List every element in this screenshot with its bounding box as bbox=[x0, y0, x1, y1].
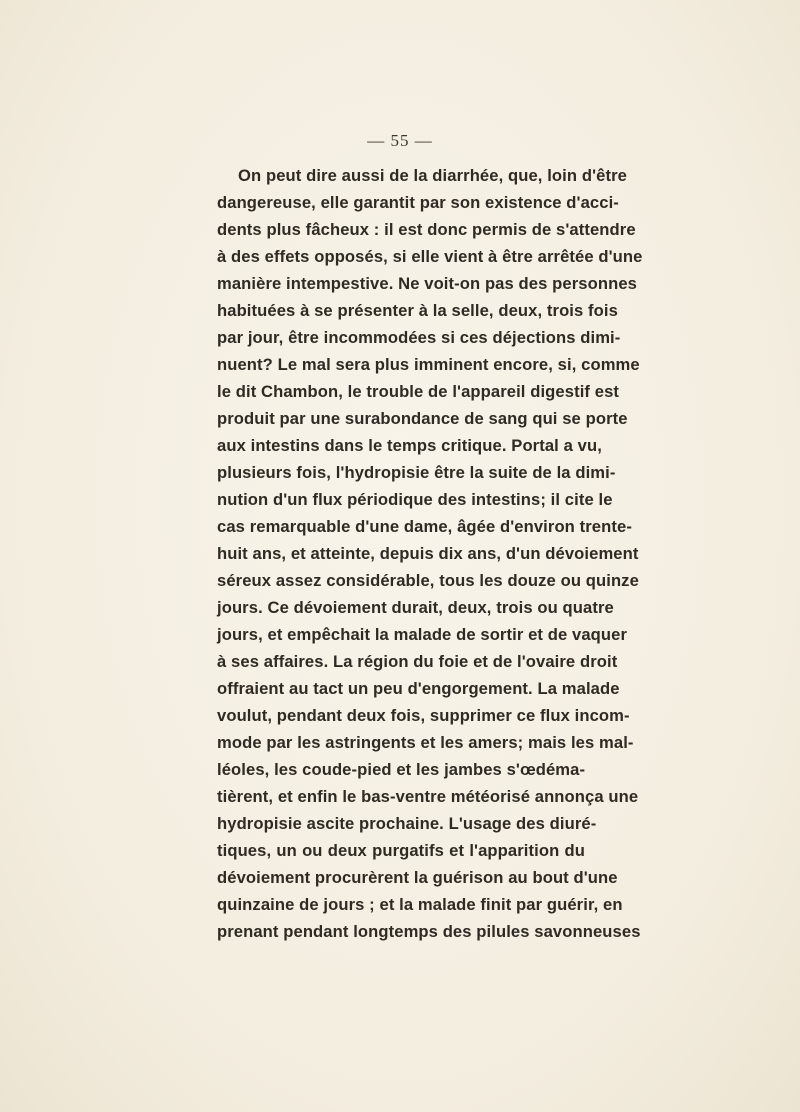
text-line: nution d'un flux périodique des intestins; il cite le bbox=[217, 490, 613, 509]
text-line: à ses affaires. La région du foie et de l'ovaire droit bbox=[217, 652, 618, 671]
text-line: dents plus fâcheux : il est donc permis de s'attendre bbox=[217, 220, 636, 239]
text-line: huit ans, et atteinte, depuis dix ans, d'un dévoiement bbox=[217, 544, 639, 563]
body-text bbox=[217, 162, 643, 945]
text-line: habituées à se présenter à la selle, deux, trois fois bbox=[217, 301, 618, 320]
text-line: cas remarquable d'une dame, âgée d'environ trente- bbox=[217, 517, 632, 536]
text-line: dévoiement procurèrent la guérison au bout d'une bbox=[217, 868, 618, 887]
text-line: quinzaine de jours ; et la malade finit par guérir, en bbox=[217, 895, 623, 914]
text-line: mode par les astringents et les amers; mais les mal- bbox=[217, 733, 634, 752]
text-line: offraient au tact un peu d'engorgement. La malade bbox=[217, 679, 620, 698]
page-number: — 55 — bbox=[367, 131, 433, 150]
text-line: le dit Chambon, le trouble de l'appareil digestif est bbox=[217, 382, 620, 401]
text-line: manière intempestive. Ne voit-on pas des personnes bbox=[217, 274, 637, 293]
text-line: jours, et empêchait la malade de sortir et de vaquer bbox=[217, 625, 628, 644]
text-line: produit par une surabondance de sang qui se porte bbox=[217, 409, 628, 428]
text-line: On peut dire aussi de la diarrhée, que, loin d'être bbox=[238, 166, 627, 185]
text-line: prenant pendant longtemps des pilules savonneuses bbox=[217, 922, 641, 941]
text-line: voulut, pendant deux fois, supprimer ce flux incom- bbox=[217, 706, 630, 725]
text-line: nuent? Le mal sera plus imminent encore, si, comme bbox=[217, 355, 640, 374]
text-line: dangereuse, elle garantit par son existence d'acci- bbox=[217, 193, 619, 212]
text-line: séreux assez considérable, tous les douze ou quinze bbox=[217, 571, 639, 590]
text-line: à des effets opposés, si elle vient à être arrêtée d'une bbox=[217, 247, 643, 266]
text-line: jours. Ce dévoiement durait, deux, trois ou quatre bbox=[217, 598, 614, 617]
text-line: plusieurs fois, l'hydropisie être la suite de la dimi- bbox=[217, 463, 616, 482]
text-line: tiques, un ou deux purgatifs et l'apparition du bbox=[217, 841, 585, 860]
text-line: aux intestins dans le temps critique. Portal a vu, bbox=[217, 436, 602, 455]
text-line: par jour, être incommodées si ces déjections dimi- bbox=[217, 328, 621, 347]
text-line: léoles, les coude-pied et les jambes s'œdéma- bbox=[217, 760, 586, 779]
text-line: tièrent, et enfin le bas-ventre météorisé annonça une bbox=[217, 787, 639, 806]
text-line: hydropisie ascite prochaine. L'usage des diuré- bbox=[217, 814, 597, 833]
